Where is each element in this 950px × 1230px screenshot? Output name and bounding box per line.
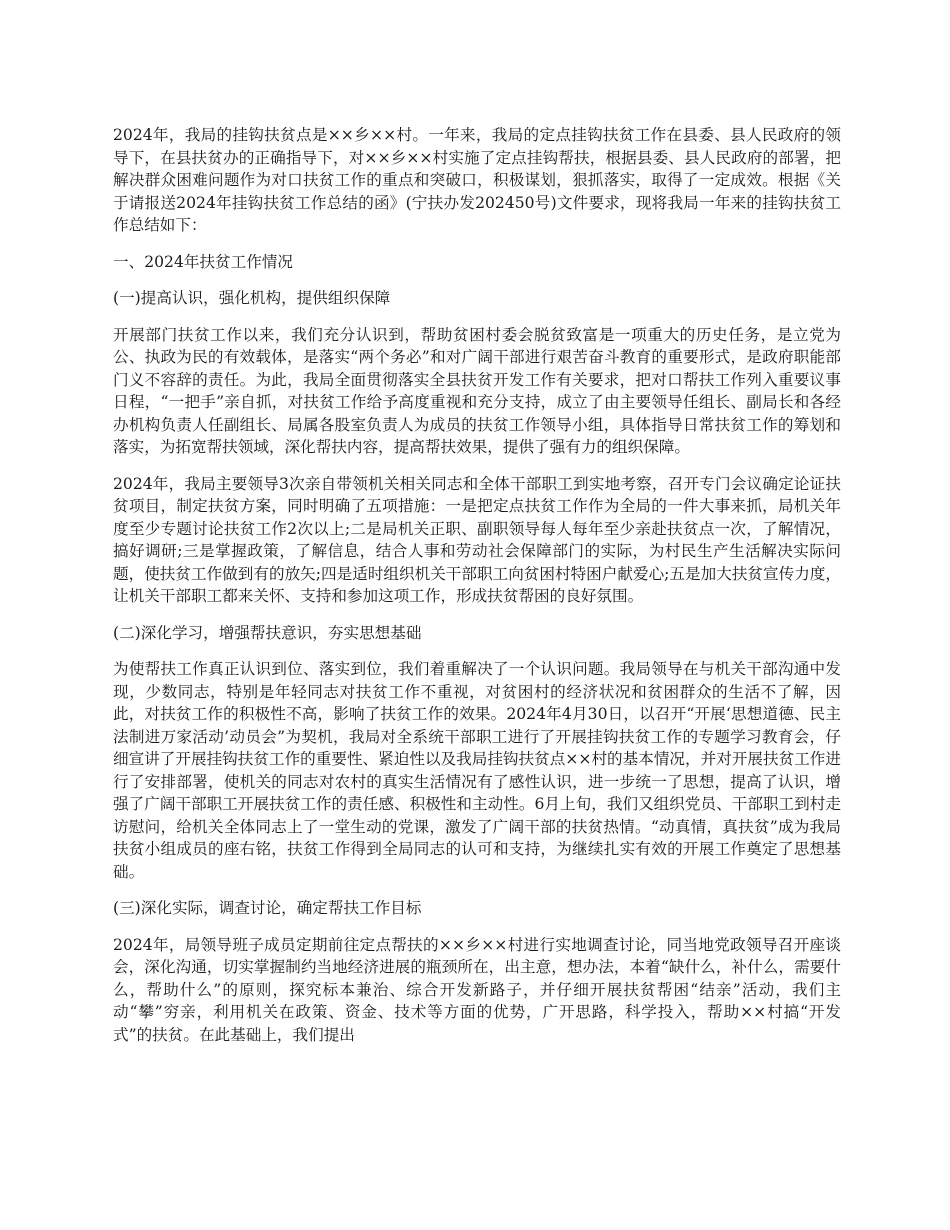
subsection-3-paragraph-1: 2024年，局领导班子成员定期前往定点帮扶的××乡××村进行实地调查讨论，同当地党政领导召开座谈会，深化沟通，切实掌握制约当地经济进展的瓶颈所在，出主意，想办法，本着“缺什么，补什么，需要什么，帮助什么”的原则，探究标本兼治、综合开发新路子，并仔细开展扶贫帮困“结亲”活动，我们主动“攀”穷亲，利用机关在政策、资金、技术等方面的优势，广开思路，科学投入，帮助××村搞“开发式”的扶贫。在此基础上，我们提出 bbox=[113, 935, 841, 1044]
subsection-heading-2: (二)深化学习，增强帮扶意识，夯实思想基础 bbox=[113, 623, 422, 642]
subsection-1-paragraph-1: 开展部门扶贫工作以来，我们充分认识到，帮助贫困村委会脱贫致富是一项重大的历史任务，是立党为公、执政为民的有效载体，是落实“两个务必”和对广阔干部进行艰苦奋斗教育的重要形式，是政府职能部门义不容辞的责任。为此，我局全面贯彻落实全县扶贫开发工作有关要求，把对口帮扶工作列入重要议事日程，“一把手”亲自抓，对扶贫工作给予高度重视和充分支持，成立了由主要领导任组长、副局长和各经办机构负责人任副组长、局属各股室负责人为成员的扶贫工作领导小组，具体指导日常扶贫工作的筹划和落实，为拓宽帮扶领域，深化帮扶内容，提高帮扶效果，提供了强有力的组织保障。 bbox=[113, 325, 841, 456]
document-page bbox=[113, 124, 841, 1060]
subsection-heading-1: (一)提高认识，强化机构，提供组织保障 bbox=[113, 289, 391, 307]
subsection-1-paragraph-2: 2024年，我局主要领导3次亲自带领机关相关同志和全体干部职工到实地考察，召开专门会议确定论证扶贫项目，制定扶贫方案，同时明确了五项措施：一是把定点扶贫工作作为全局的一件大事来抓，局机关年度至少专题讨论扶贫工作2次以上;二是局机关正职、副职领导每人每年至少亲赴扶贫点一次，了解情况，搞好调研;三是掌握政策，了解信息，结合人事和劳动社会保障部门的实际，为村民生产生活解决实际问题，使扶贫工作做到有的放矢;四是适时组织机关干部职工向贫困村特困户献爱心;五是加大扶贫宣传力度，让机关干部职工都来关怀、支持和参加这项工作，形成扶贫帮困的良好氛围。 bbox=[113, 474, 841, 605]
section-heading: 一、2024年扶贫工作情况 bbox=[113, 252, 294, 271]
subsection-heading-3: (三)深化实际，调查讨论，确定帮扶工作目标 bbox=[113, 899, 422, 917]
intro-paragraph: 2024年，我局的挂钩扶贫点是××乡××村。一年来，我局的定点挂钩扶贫工作在县委、县人民政府的领导下，在县扶贫办的正确指导下，对××乡××村实施了定点挂钩帮扶，根据县委、县人民政府的部署，把解决群众困难问题作为对口扶贫工作的重点和突破口，积极谋划，狠抓落实，取得了一定成效。根据《关于请报送2024年挂钩扶贫工作总结的函》(宁扶办发202450号)文件要求，现将我局一年来的挂钩扶贫工作总结如下： bbox=[113, 126, 841, 234]
subsection-2-paragraph-1: 为使帮扶工作真正认识到位、落实到位，我们着重解决了一个认识问题。我局领导在与机关干部沟通中发现，少数同志，特别是年轻同志对扶贫工作不重视，对贫困村的经济状况和贫困群众的生活不了解，因此，对扶贫工作的积极性不高，影响了扶贫工作的效果。2024年4月30日，以召开“开展‘思想道德、民主法制进万家活动’动员会”为契机，我局对全系统干部职工进行了开展挂钩扶贫工作的专题学习教育会，仔细宣讲了开展挂钩扶贫工作的重要性、紧迫性以及我局挂钩扶贫点××村的基本情况，并对开展扶贫工作进行了安排部署，使机关的同志对农村的真实生活情况有了感性认识，进一步统一了思想，提高了认识，增强了广阔干部职工开展扶贫工作的责任感、积极性和主动性。6月上旬，我们又组织党员、干部职工到村走访慰问，给机关全体同志上了一堂生动的党课，激发了广阔干部的扶贫热情。“动真情，真扶贫”成为我局扶贫小组成员的座右铭，扶贫工作得到全局同志的认可和支持，为继续扎实有效的开展工作奠定了思想基础。 bbox=[113, 660, 841, 881]
